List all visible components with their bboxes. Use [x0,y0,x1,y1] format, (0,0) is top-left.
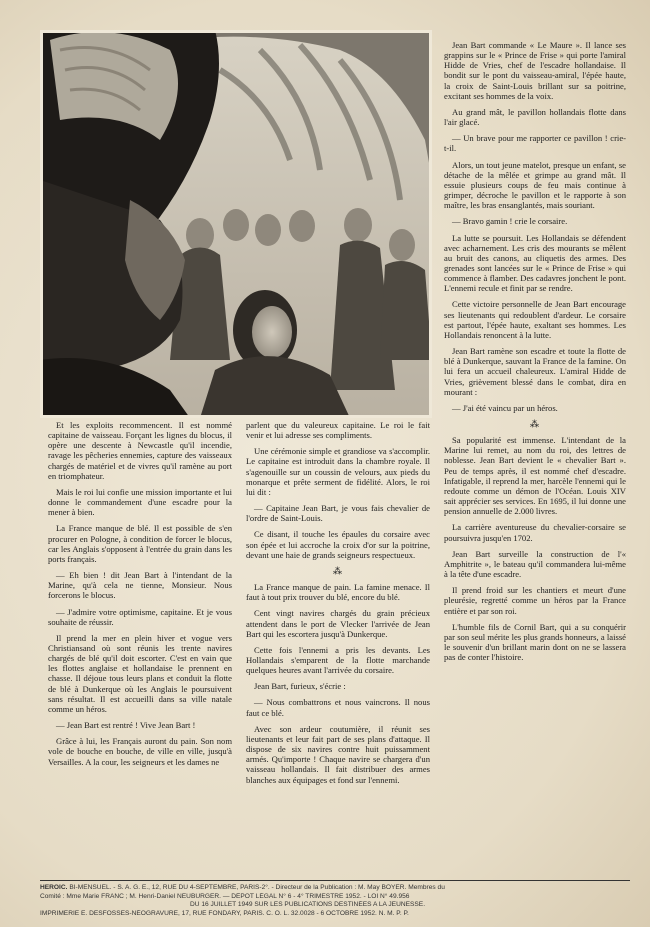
publication-footer [40,880,630,918]
court-illustration [40,30,432,418]
paragraph: Avec son ardeur coutumière, il réunit ses lieutenants et leur fait part de ses plans d'attaque. Il dispose de six navires contre huit puissamment armés. Qu'importe ! Chaque navire se chargera d'un vaisseau hollandais. Il fait distribuer des armes blanches aux équipages et fond sur l'ennemi. [246,723,430,785]
paragraph: Jean Bart surveille la construction de l'« Amphitrite », le bateau qu'il commandera lui-même à la tête d'une escadre. [444,548,626,580]
paragraph: Au grand mât, le pavillon hollandais flotte dans l'air glacé. [444,106,626,128]
paragraph: parlent que du valeureux capitaine. Le roi le fait venir et lui adresse ses compliments. [246,420,430,441]
paragraph: Grâce à lui, les Français auront du pain. Son nom vole de bouche en bouche, de ville en ville, jusqu'à Versailles. A la cour, les seigneurs et les dames ne [48,736,232,767]
footer-line-4: IMPRIMERIE E. DESFOSSES-NÉOGRAVURE, 17, RUE FONDARY, PARIS. C. O. L. 32.0028 - 6 OCTOBRE 1952. N. M. P. P. [40,909,409,917]
engraving-image [40,30,432,418]
text-column-3 [444,40,626,662]
paragraph: La lutte se poursuit. Les Hollandais se défendent avec acharnement. Les cris des mourants se mêlent au bruit des canons, au cliquetis des armes. Des grenades sont lancées sur le « Prince de Frise » qui commence à flamber. Des cadavres jonchent le pont. L'ennemi recule et finit par se rendre. [444,232,626,294]
footer-line-3: DU 16 JUILLET 1949 SUR LES PUBLICATIONS DESTINÉES A LA JEUNESSE. [190,901,426,909]
paragraph: La France manque de blé. Il est possible de s'en procurer en Pologne, à condition de forcer le blocus, car les Anglais s'opposent à l'entrée du grain dans les ports français. [48,523,232,564]
paragraph: — J'admire votre optimisme, capitaine. Et je vous souhaite de réussir. [48,606,232,627]
footer-line-2: Comité : Mme Marie FRANC ; M. Henri-Daniel NEUBURGER. — DÉPOT LÉGAL N° 6 - 4° TRIMESTRE 1952. - LOI N° 49.956 [40,892,410,900]
paragraph: Ce disant, il touche les épaules du corsaire avec son épée et lui accroche la croix d'or sur la poitrine, devant une haie de grands seigneurs respectueux. [246,529,430,560]
text-column-1 [48,420,232,767]
paragraph: — Capitaine Jean Bart, je vous fais chevalier de l'ordre de Saint-Louis. [246,503,430,524]
paragraph: Mais le roi lui confie une mission importante et lui donne le commandement d'une escadre pour la mener à bien. [48,486,232,518]
footer-brand: HEROIC. [40,884,68,891]
paragraph: Alors, un tout jeune matelot, presque un enfant, se détache de la mêlée et grimpe au grand mât. Il essuie plusieurs coups de feu mais continue à grimper, décroche le pavillon et le rapporte à son maître, les bras ensanglantés, mais souriant. [444,159,626,211]
section-separator: ⁂ [530,419,540,429]
paragraph: — Nous combattrons et nous vaincrons. Il nous faut ce blé. [246,697,430,718]
paragraph: Jean Bart, furieux, s'écrie : [254,681,346,692]
paragraph: Il prend la mer en plein hiver et vogue vers Christiansand où sont réunis les trente navires chargés de blé qu'il doit escorter. C'est en vain que les flottes anglaise et hollandaise le prennent en chasse. Il déjoue tous leurs plans et conduit la flotte de blé à Dunkerque où les Anglais le poursuivent sans résultat. Il est accueilli dans sa ville natale comme un héros. [48,632,232,714]
text-column-2 [246,420,430,785]
paragraph: Sa popularité est immense. L'intendant de la Marine lui remet, au nom du roi, des lettres de noblesse. Jean Bart devient le « chevalier Bart ». Peu de temps après, il est nommé chef d'escadre. Infatigable, il reprend la mer, harcèle l'ennemi qui le redoute comme un démon de l'Océan. Louis XIV sait apprécier ses services. En 1695, il lui donne une pension annuelle de 2.000 livres. [444,435,626,517]
paragraph: — J'ai été vaincu par un héros. [452,402,558,413]
section-separator: ⁂ [333,565,343,576]
paragraph: — Un brave pour me rapporter ce pavillon ! crie-t-il. [444,133,626,154]
paragraph: — Jean Bart est rentré ! Vive Jean Bart ! [56,720,196,731]
paragraph: Il prend froid sur les chantiers et meurt d'une pleurésie, regretté comme un héros par la France entière et par son roi. [444,585,626,616]
paragraph: Et les exploits recommencent. Il est nommé capitaine de vaisseau. Forçant les lignes du blocus, il opère une descente à Newcastle qu'il incendie, ravage les pêcheries ennemies, capture des vaisseaux chargés de matériel et de vivres qu'il ramène au port en triomphateur. [48,420,232,481]
paragraph: Cent vingt navires chargés du grain précieux attendent dans le port de Vlecker l'arrivée de Jean Bart qui les escortera jusqu'à Dunkerque. [246,608,430,639]
paragraph: Jean Bart commande « Le Maure ». Il lance ses grappins sur le « Prince de Frise » qui porte l'amiral Hidde de Vries, chef de l'escadre hollandaise. Il bondit sur le pont du vaisseau-amiral, l'épée haute, la croix de Saint-Louis brillant sur sa poitrine, excitant ses hommes de la voix. [444,40,626,101]
paragraph: — Bravo gamin ! crie le corsaire. [452,216,568,227]
paragraph: Cette fois l'ennemi a pris les devants. Les Hollandais s'emparent de la flotte marchande quelques heures avant l'arrivée du corsaire. [246,644,430,676]
paragraph: L'humble fils de Cornil Bart, qui a su conquérir par son seul mérite les plus grands honneurs, a laissé le souvenir d'un brillant marin dont on ne se lassera pas de conter l'histoire. [444,621,626,663]
paragraph: Une cérémonie simple et grandiose va s'accomplir. Le capitaine est introduit dans la chambre royale. Il s'agenouille sur un coussin de velours, aux pieds du monarque et prête serment de fidélité. Alors, le roi lui dit : [246,446,430,497]
paragraph: Cette victoire personnelle de Jean Bart encourage ses lieutenants qui redoublent d'ardeur. Le corsaire est partout, l'épée haute, exaltant ses hommes. Les Hollandais renoncent à la lutte. [444,299,626,340]
paragraph: La France manque de pain. La famine menace. Il faut à tout prix trouver du blé, encore du blé. [246,582,430,603]
footer-line-1-text: BI-MENSUEL. - S. A. G. E., 12, RUE DU 4-SEPTEMBRE, PARIS-2°. - Directeur de la Publication : M. May BOYER. Membres du [69,884,445,891]
paragraph: — Eh bien ! dit Jean Bart à l'intendant de la Marine, qu'à cela ne tienne, Monsieur. Nous forcerons le blocus. [48,570,232,601]
paragraph: La carrière aventureuse du chevalier-corsaire se poursuivra jusqu'en 1702. [444,522,626,543]
footer-line-1 [40,884,630,893]
paragraph: Jean Bart ramène son escadre et toute la flotte de blé à Dunkerque, sauvant la France de la famine. On lui fera un accueil chaleureux. L'amiral Hidde de Vries, grièvement blessé dans le combat, dira en mourant : [444,346,626,397]
